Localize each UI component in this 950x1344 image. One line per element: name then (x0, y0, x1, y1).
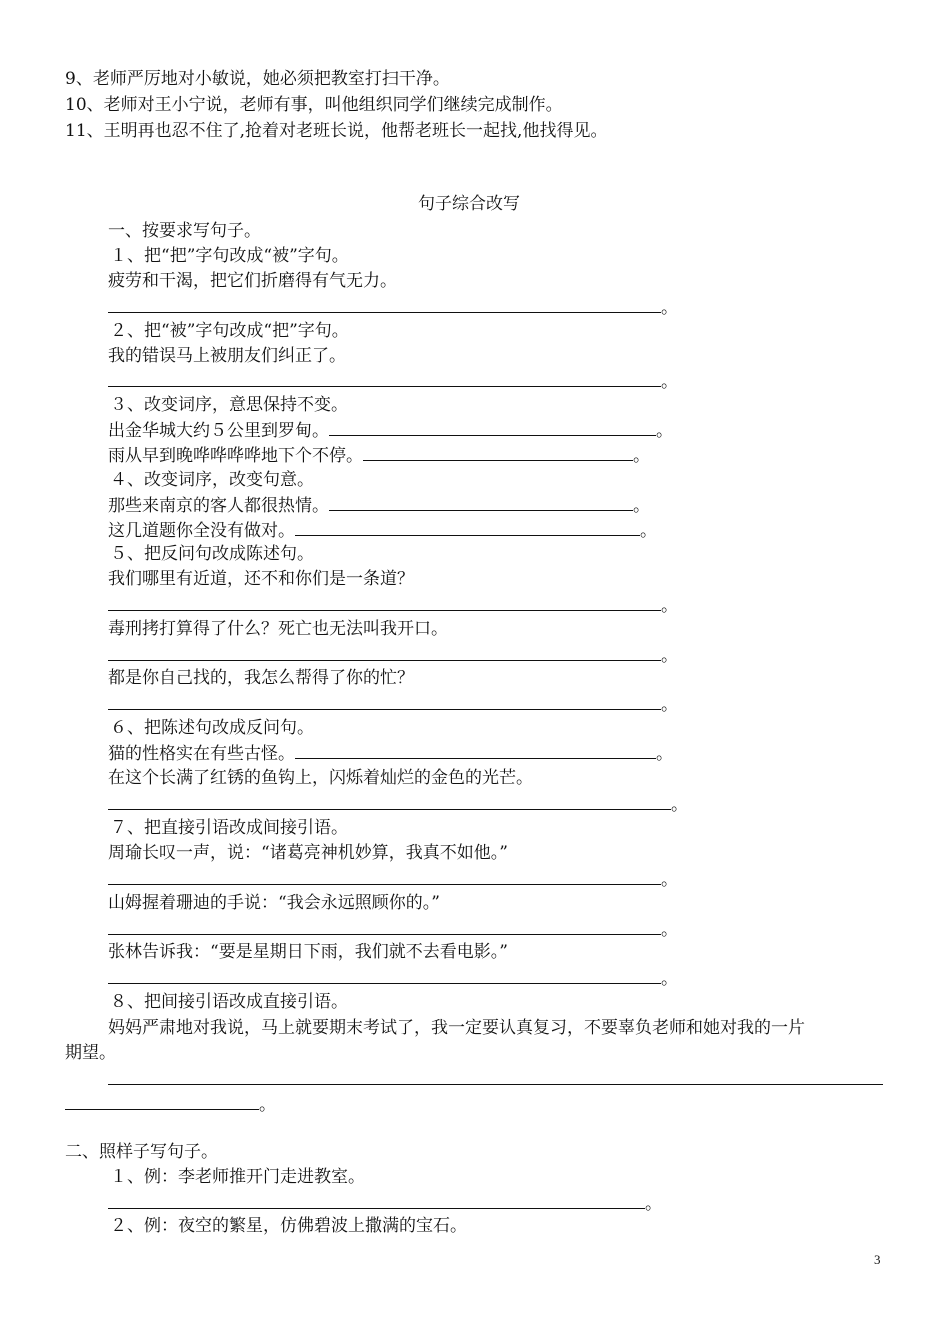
q5-label: ５、把反问句改成陈述句。 (110, 544, 314, 564)
q6-answer-line[interactable]: 。 (108, 793, 688, 816)
q8-answer-line-2[interactable]: 。 (65, 1093, 276, 1116)
part1-heading: 一、按要求写句子。 (108, 221, 261, 241)
q3-blank-1[interactable] (329, 419, 656, 436)
q3-sentence-2: 雨从早到晚哗哗哗哗地下个不停。 。 (108, 446, 650, 466)
q5-sentence-3: 都是你自己找的，我怎么帮得了你的忙？ (108, 668, 414, 688)
q3-label: ３、改变词序，意思保持不变。 (110, 395, 348, 415)
q5-answer-line-3[interactable]: 。 (108, 693, 678, 716)
q7-sentence-2: 山姆握着珊迪的手说：“我会永远照顾你的。” (108, 893, 440, 913)
q7-answer-line-1[interactable]: 。 (108, 868, 678, 891)
q7-sentence-1: 周瑜长叹一声，说：“诸葛亮神机妙算，我真不如他。” (108, 843, 508, 863)
q1-sentence: 疲劳和干渴，把它们折磨得有气无力。 (108, 271, 397, 291)
q5-sentence-2: 毒刑拷打算得了什么？死亡也无法叫我开口。 (108, 619, 448, 639)
q7-answer-line-3[interactable]: 。 (108, 967, 678, 990)
part2-heading: 二、照样子写句子。 (65, 1142, 218, 1162)
q8-label: ８、把间接引语改成直接引语。 (110, 992, 348, 1012)
q4-blank-1[interactable] (329, 494, 633, 511)
q1-answer-line[interactable]: 。 (108, 296, 678, 319)
q8-answer-line-1[interactable] (108, 1068, 883, 1091)
item-10: 10、老师对王小宁说，老师有事，叫他组织同学们继续完成制作。 (65, 95, 563, 115)
section-title: 句子综合改写 (418, 194, 520, 214)
q5-answer-line-2[interactable]: 。 (108, 644, 678, 667)
q5-sentence-1: 我们哪里有近道，还不和你们是一条道？ (108, 569, 414, 589)
q8-sentence-line-2: 期望。 (65, 1043, 116, 1063)
part2-q2: ２、例：夜空的繁星，仿佛碧波上撒满的宝石。 (110, 1216, 467, 1236)
item-11: 11、王明再也忍不住了,抢着对老班长说，他帮老班长一起找,他找得见。 (65, 121, 608, 141)
q7-sentence-3: 张林告诉我：“要是星期日下雨，我们就不去看电影。” (108, 942, 508, 962)
q7-answer-line-2[interactable]: 。 (108, 918, 678, 941)
q6-blank-1[interactable] (295, 742, 656, 759)
q6-label: ６、把陈述句改成反问句。 (110, 718, 314, 738)
q1-label: １、把“把”字句改成“被”字句。 (110, 246, 349, 266)
part2-q1: １、例：李老师推开门走进教室。 (110, 1167, 365, 1187)
q5-answer-line-1[interactable]: 。 (108, 594, 678, 617)
part2-q1-answer-line[interactable]: 。 (108, 1192, 662, 1215)
q4-blank-2[interactable] (295, 519, 640, 536)
q6-sentence-2: 在这个长满了红锈的鱼钩上，闪烁着灿烂的金色的光芒。 (108, 768, 533, 788)
q8-sentence-line-1: 妈妈严肃地对我说，马上就要期末考试了，我一定要认真复习，不要辜负老师和她对我的一片 (108, 1018, 805, 1038)
q4-sentence-1: 那些来南京的客人都很热情。 。 (108, 496, 650, 516)
q3-blank-2[interactable] (363, 444, 633, 461)
q2-answer-line[interactable]: 。 (108, 370, 678, 393)
q6-sentence-1: 猫的性格实在有些古怪。 。 (108, 744, 673, 764)
q4-label: ４、改变词序，改变句意。 (110, 470, 314, 490)
q4-sentence-2: 这几道题你全没有做对。 。 (108, 521, 657, 541)
item-9: 9、老师严厉地对小敏说，她必须把教室打扫干净。 (65, 69, 450, 89)
q3-sentence-1: 出金华城大约５公里到罗甸。 。 (108, 421, 673, 441)
q2-sentence: 我的错误马上被朋友们纠正了。 (108, 346, 346, 366)
q7-label: ７、把直接引语改成间接引语。 (110, 818, 348, 838)
page-number: 3 (874, 1252, 881, 1267)
q2-label: ２、把“被”字句改成“把”字句。 (110, 321, 349, 341)
